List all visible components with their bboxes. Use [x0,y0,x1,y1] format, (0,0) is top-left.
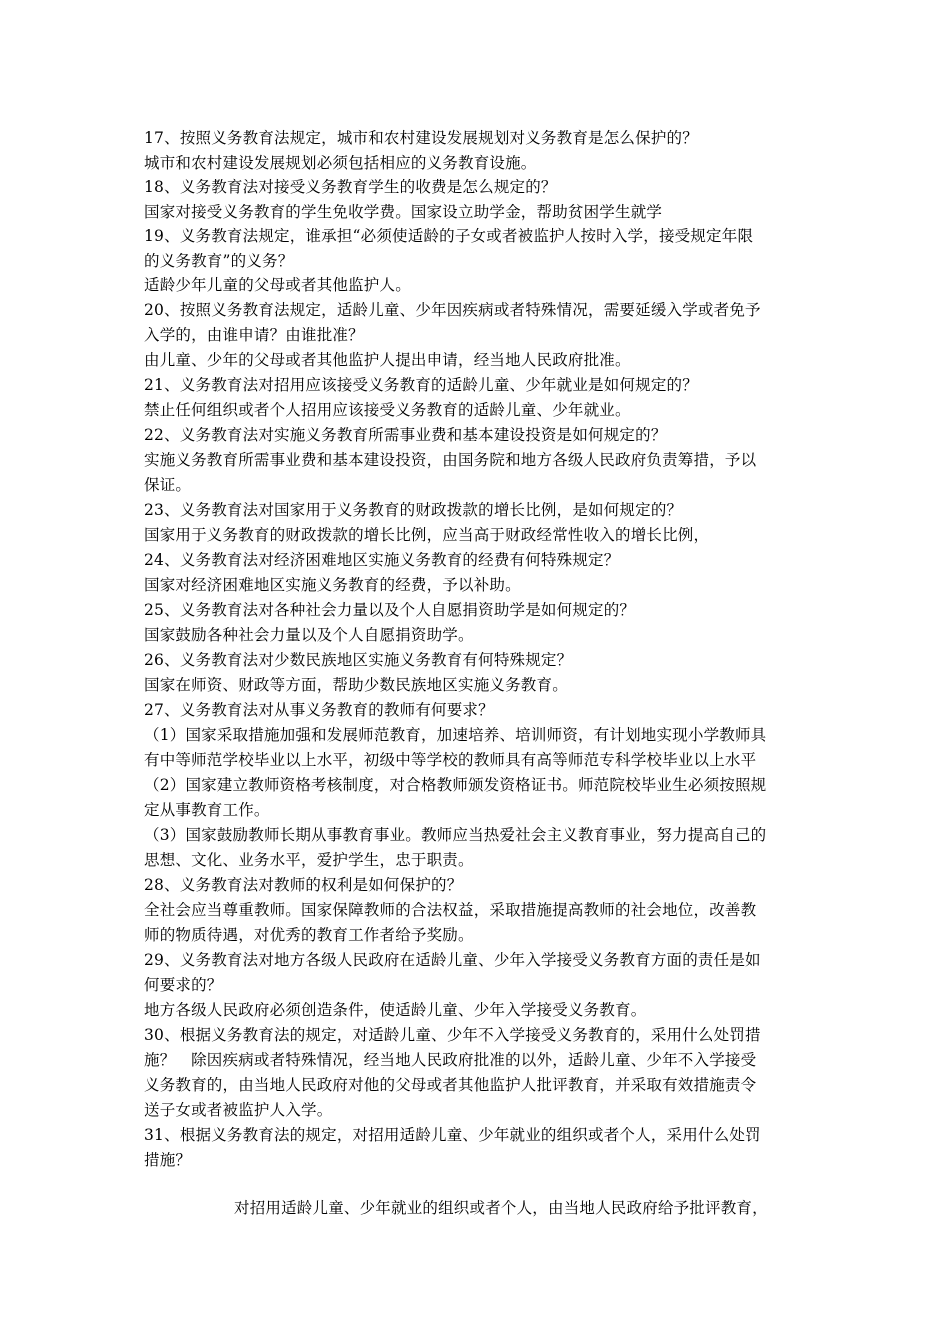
answer-27-item-1-line-1: （1）国家采取措施加强和发展师范教育，加速培养、培训师资，有计划地实现小学教师具 [144,726,767,744]
answer-28-line-2: 师的物质待遇，对优秀的教育工作者给予奖励。 [144,926,474,944]
question-21: 21、义务教育法对招用应该接受义务教育的适龄儿童、少年就业是如何规定的？ [144,376,698,394]
question-18: 18、义务教育法对接受义务教育学生的收费是怎么规定的？ [144,178,557,196]
answer-20: 由儿童、少年的父母或者其他监护人提出申请，经当地人民政府批准。 [144,351,631,369]
answer-29: 地方各级人民政府必须创造条件，使适龄儿童、少年入学接受义务教育。 [144,1001,647,1019]
answer-22-line-1: 实施义务教育所需事业费和基本建设投资，由国务院和地方各级人民政府负责筹措，予以 [144,451,757,469]
question-24: 24、义务教育法对经济困难地区实施义务教育的经费有何特殊规定？ [144,551,620,569]
question-20-line-2: 入学的，由谁申请？由谁批准？ [144,326,364,344]
answer-27-item-2-line-1: （2）国家建立教师资格考核制度，对合格教师颁发资格证书。师范院校毕业生必须按照规 [144,776,767,794]
question-31-line-1: 31、根据义务教育法的规定，对招用适龄儿童、少年就业的组织或者个人，采用什么处罚 [144,1126,761,1144]
question-29-line-1: 29、义务教育法对地方各级人民政府在适龄儿童、少年入学接受义务教育方面的责任是如 [144,951,761,969]
answer-27-item-3-line-2: 思想、文化、业务水平，爱护学生，忠于职责。 [144,851,474,869]
question-26: 26、义务教育法对少数民族地区实施义务教育有何特殊规定？ [144,651,573,669]
answer-19: 适龄少年儿童的父母或者其他监护人。 [144,276,411,294]
question-19-line-2: 的义务教育”的义务？ [144,252,294,270]
answer-18: 国家对接受义务教育的学生免收学费。国家设立助学金，帮助贫困学生就学 [144,203,663,221]
answer-31: 对招用适龄儿童、少年就业的组织或者个人，由当地人民政府给予批评教育， [234,1199,768,1217]
answer-27-item-1-line-2: 有中等师范学校毕业以上水平，初级中等学校的教师具有高等师范专科学校毕业以上水平 [144,751,757,769]
answer-28-line-1: 全社会应当尊重教师。国家保障教师的合法权益，采取措施提高教师的社会地位，改善教 [144,901,757,919]
answer-23: 国家用于义务教育的财政拨款的增长比例，应当高于财政经常性收入的增长比例， [144,526,710,544]
question-23: 23、义务教育法对国家用于义务教育的财政拨款的增长比例，是如何规定的？ [144,501,683,519]
answer-22-line-2: 保证。 [144,476,192,494]
question-22: 22、义务教育法对实施义务教育所需事业费和基本建设投资是如何规定的？ [144,426,667,444]
question-19-line-1: 19、义务教育法规定，谁承担“必须使适龄的子女或者被监护人按时入学，接受规定年限 [144,227,754,245]
answer-17: 城市和农村建设发展规划必须包括相应的义务教育设施。 [144,154,537,172]
answer-21: 禁止任何组织或者个人招用应该接受义务教育的适龄儿童、少年就业。 [144,401,631,419]
question-27: 27、义务教育法对从事义务教育的教师有何要求？ [144,701,494,719]
question-31-line-2: 措施？ [144,1151,192,1169]
answer-27-item-2-line-2: 定从事教育工作。 [144,801,270,819]
answer-24: 国家对经济困难地区实施义务教育的经费，予以补助。 [144,576,521,594]
question-28: 28、义务教育法对教师的权利是如何保护的？ [144,876,463,894]
answer-26: 国家在师资、财政等方面，帮助少数民族地区实施义务教育。 [144,676,568,694]
question-30-line-2: 施？ 除因疾病或者特殊情况，经当地人民政府批准的以外，适龄儿童、少年不入学接受 [144,1051,757,1069]
question-25: 25、义务教育法对各种社会力量以及个人自愿捐资助学是如何规定的？ [144,601,636,619]
answer-27-item-3-line-1: （3）国家鼓励教师长期从事教育事业。教师应当热爱社会主义教育事业，努力提高自己的 [144,826,767,844]
question-17: 17、按照义务教育法规定，城市和农村建设发展规划对义务教育是怎么保护的？ [144,129,698,147]
answer-30-line-2: 送子女或者被监护人入学。 [144,1101,333,1119]
question-30-line-1: 30、根据义务教育法的规定，对适龄儿童、少年不入学接受义务教育的，采用什么处罚措 [144,1026,761,1044]
question-29-line-2: 何要求的？ [144,976,223,994]
answer-30-line-1: 义务教育的，由当地人民政府对他的父母或者其他监护人批评教育，并采取有效措施责令 [144,1076,757,1094]
answer-25: 国家鼓励各种社会力量以及个人自愿捐资助学。 [144,626,474,644]
question-20-line-1: 20、按照义务教育法规定，适龄儿童、少年因疾病或者特殊情况，需要延缓入学或者免予 [144,301,761,319]
